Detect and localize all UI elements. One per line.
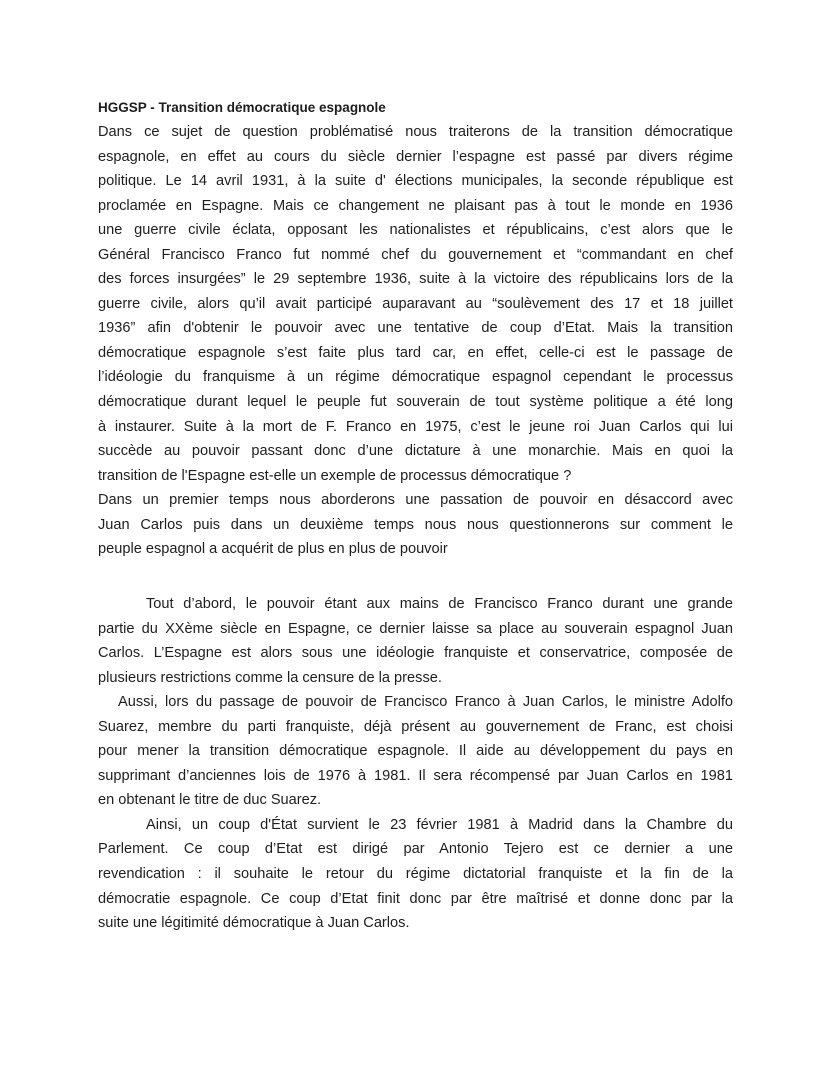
introduction-section	[98, 120, 733, 562]
text-line: supprimant d’anciennes lois de 1976 à 1981. Il sera récompensé par Juan Carlos en 1981	[98, 767, 733, 784]
text-line: politique. Le 14 avril 1931, à la suite d' élections municipales, la seconde république est	[98, 173, 733, 190]
text-line: démocratie espagnole. Ce coup d’Etat finit donc par être maîtrisé et donne donc par la	[98, 890, 733, 907]
document-title: HGGSP - Transition démocratique espagnole	[98, 100, 386, 115]
text-line: en obtenant le titre de duc Suarez.	[98, 792, 322, 809]
text-line: Ainsi, un coup d'État survient le 23 février 1981 à Madrid dans la Chambre du	[146, 816, 733, 833]
text-line: une guerre civile éclata, opposant les nationalistes et républicains, c’est alors que le	[98, 222, 733, 239]
text-line: Aussi, lors du passage de pouvoir de Francisco Franco à Juan Carlos, le ministre Adolfo	[118, 694, 733, 711]
paragraph	[98, 488, 733, 562]
text-line: démocratique durant lequel le peuple fut souverain de tout système politique a été long	[98, 394, 733, 411]
text-line: des forces insurgées” le 29 septembre 1936, suite à la victoire des républicains lors de la	[98, 271, 733, 288]
text-line: Suarez, membre du parti franquiste, déjà présent au gouvernement de Franc, est choisi	[98, 718, 733, 735]
text-line: plusieurs restrictions comme la censure de la presse.	[98, 669, 442, 686]
text-line: proclamée en Espagne. Mais ce changement ne plaisant pas à tout le monde en 1936	[98, 197, 733, 214]
text-line: Carlos. L’Espagne est alors sous une idéologie franquiste et conservatrice, composée de	[98, 645, 733, 662]
text-line: démocratique espagnole s’est faite plus tard car, en effet, celle-ci est le passage de	[98, 344, 733, 361]
text-line: espagnole, en effet au cours du siècle dernier l’espagne est passé par divers régime	[98, 148, 733, 165]
paragraph	[98, 690, 733, 813]
text-line: Juan Carlos puis dans un deuxième temps nous nous questionnerons sur comment le	[98, 516, 733, 533]
text-line: revendication : il souhaite le retour du régime dictatorial franquiste et la fin de la	[98, 866, 733, 883]
text-line: Dans un premier temps nous aborderons une passation de pouvoir en désaccord avec	[98, 492, 733, 509]
text-line: Parlement. Ce coup d’Etat est dirigé par Antonio Tejero est ce dernier a une	[98, 841, 733, 858]
text-line: à instaurer. Suite à la mort de F. Franco en 1975, c’est le jeune roi Juan Carlos qui lui	[98, 418, 733, 435]
paragraph	[98, 120, 733, 488]
text-line: Dans ce sujet de question problématisé nous traiterons de la transition démocratique	[98, 124, 733, 140]
paragraph	[98, 592, 733, 690]
text-line: Tout d’abord, le pouvoir étant aux mains de Francisco Franco durant une grande	[146, 596, 733, 612]
body-section	[98, 592, 733, 936]
text-line: succède au pouvoir passant donc d’une dictature à une monarchie. Mais en quoi la	[98, 443, 733, 460]
text-line: partie du XXème siècle en Espagne, ce dernier laisse sa place au souverain espagnol Juan	[98, 620, 733, 637]
text-line: transition de l'Espagne est-elle un exemple de processus démocratique ?	[98, 467, 572, 484]
text-line: 1936” afin d'obtenir le pouvoir avec une tentative de coup d’Etat. Mais la transition	[98, 320, 733, 337]
text-line: pour mener la transition démocratique espagnole. Il aide au développement du pays en	[98, 743, 733, 760]
text-line: l’idéologie du franquisme à un régime démocratique espagnol cependant le processus	[98, 369, 733, 386]
text-line: guerre civile, alors qu’il avait participé auparavant au “soulèvement des 17 et 18 juillet	[98, 295, 733, 312]
text-line: peuple espagnol a acquérit de plus en plus de pouvoir	[98, 541, 448, 558]
paragraph	[98, 813, 733, 936]
text-line: suite une légitimité démocratique à Juan Carlos.	[98, 915, 410, 932]
text-line: Général Francisco Franco fut nommé chef du gouvernement et “commandant en chef	[98, 246, 733, 263]
